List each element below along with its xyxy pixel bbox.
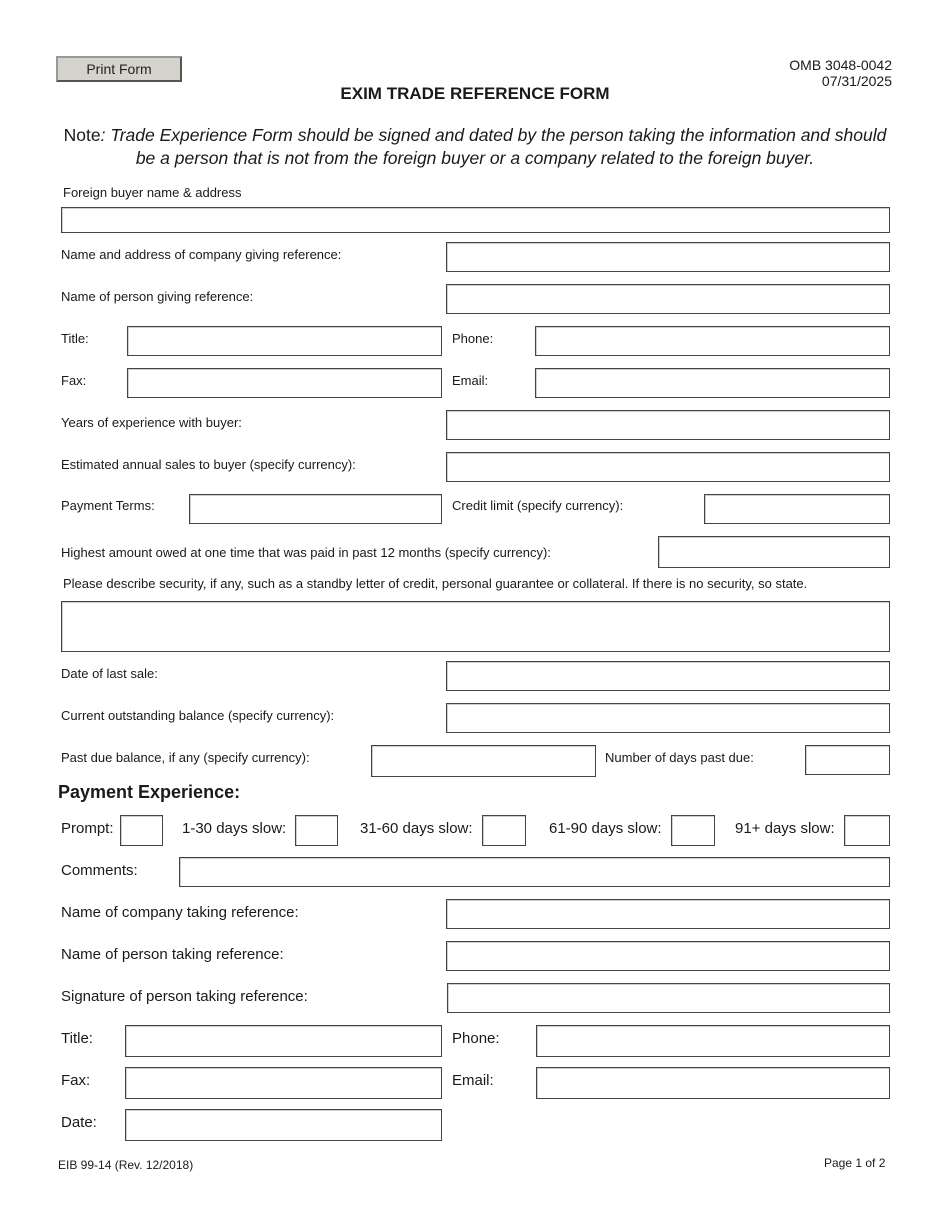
slow-61-90-label: 61-90 days slow: bbox=[549, 820, 662, 837]
past-due-balance-label: Past due balance, if any (specify currency): bbox=[61, 750, 310, 765]
taker-title-input[interactable] bbox=[125, 1025, 442, 1057]
slow-91-input[interactable] bbox=[844, 815, 890, 846]
note-prefix: Note bbox=[63, 125, 101, 145]
title-label: Title: bbox=[61, 331, 89, 346]
slow-1-30-label: 1-30 days slow: bbox=[182, 820, 287, 837]
annual-sales-input[interactable] bbox=[446, 452, 890, 482]
payment-experience-heading: Payment Experience: bbox=[58, 782, 241, 802]
taker-fax-label: Fax: bbox=[61, 1072, 91, 1089]
company-taking-reference-label: Name of company taking reference: bbox=[61, 904, 299, 921]
taker-phone-label: Phone: bbox=[452, 1030, 500, 1047]
years-experience-input[interactable] bbox=[446, 410, 890, 440]
date-input[interactable] bbox=[125, 1109, 442, 1141]
signature-label: Signature of person taking reference: bbox=[61, 988, 308, 1005]
phone-label: Phone: bbox=[452, 331, 494, 346]
security-input[interactable] bbox=[61, 601, 890, 652]
taker-fax-input[interactable] bbox=[125, 1067, 442, 1099]
taker-email-input[interactable] bbox=[536, 1067, 890, 1099]
email-input[interactable] bbox=[535, 368, 890, 398]
outstanding-balance-label: Current outstanding balance (specify currency): bbox=[61, 708, 335, 723]
omb-expiration-date: 07/31/2025 bbox=[821, 73, 892, 89]
fax-label: Fax: bbox=[61, 373, 87, 388]
comments-label: Comments: bbox=[61, 862, 138, 879]
past-due-balance-input[interactable] bbox=[371, 745, 596, 777]
comments-input[interactable] bbox=[179, 857, 890, 887]
person-taking-reference-input[interactable] bbox=[446, 941, 890, 971]
slow-91-label: 91+ days slow: bbox=[735, 820, 835, 837]
payment-terms-label: Payment Terms: bbox=[61, 498, 155, 513]
days-past-due-input[interactable] bbox=[805, 745, 890, 775]
signature-input[interactable] bbox=[447, 983, 890, 1013]
date-last-sale-label: Date of last sale: bbox=[61, 666, 158, 681]
person-taking-reference-label: Name of person taking reference: bbox=[61, 946, 284, 963]
foreign-buyer-input[interactable] bbox=[61, 207, 890, 233]
page-number: Page 1 of 2 bbox=[824, 1156, 886, 1170]
phone-input[interactable] bbox=[535, 326, 890, 356]
form-id: EIB 99-14 (Rev. 12/2018) bbox=[58, 1158, 194, 1172]
slow-31-60-input[interactable] bbox=[482, 815, 526, 846]
fax-input[interactable] bbox=[127, 368, 442, 398]
slow-31-60-label: 31-60 days slow: bbox=[360, 820, 473, 837]
credit-limit-label: Credit limit (specify currency): bbox=[452, 498, 624, 513]
taker-email-label: Email: bbox=[452, 1072, 494, 1089]
print-form-button[interactable]: Print Form bbox=[56, 56, 182, 82]
date-label: Date: bbox=[61, 1114, 97, 1131]
form-title: EXIM TRADE REFERENCE FORM bbox=[340, 84, 610, 103]
taker-title-label: Title: bbox=[61, 1030, 93, 1047]
company-taking-reference-input[interactable] bbox=[446, 899, 890, 929]
company-giving-reference-label: Name and address of company giving reference: bbox=[61, 247, 342, 262]
days-past-due-label: Number of days past due: bbox=[605, 750, 754, 765]
title-input[interactable] bbox=[127, 326, 442, 356]
note-text: : Trade Experience Form should be signed and dated by the person taking the information and should be a person that is not from the foreign buyer or a company related to the foreign buyer. bbox=[100, 125, 887, 168]
highest-amount-label: Highest amount owed at one time that was paid in past 12 months (specify currency): bbox=[61, 545, 551, 560]
omb-number: OMB 3048-0042 bbox=[789, 57, 892, 73]
person-giving-reference-input[interactable] bbox=[446, 284, 890, 314]
outstanding-balance-input[interactable] bbox=[446, 703, 890, 733]
form-note bbox=[60, 124, 890, 170]
security-label: Please describe security, if any, such as a standby letter of credit, personal guarantee or collateral. If there is no security, so state. bbox=[63, 576, 808, 591]
highest-amount-input[interactable] bbox=[658, 536, 890, 568]
prompt-label: Prompt: bbox=[61, 820, 114, 837]
date-last-sale-input[interactable] bbox=[446, 661, 890, 691]
company-giving-reference-input[interactable] bbox=[446, 242, 890, 272]
slow-1-30-input[interactable] bbox=[295, 815, 338, 846]
prompt-input[interactable] bbox=[120, 815, 163, 846]
annual-sales-label: Estimated annual sales to buyer (specify currency): bbox=[61, 457, 356, 472]
credit-limit-input[interactable] bbox=[704, 494, 890, 524]
payment-terms-input[interactable] bbox=[189, 494, 442, 524]
foreign-buyer-label: Foreign buyer name & address bbox=[63, 185, 242, 200]
years-experience-label: Years of experience with buyer: bbox=[61, 415, 242, 430]
person-giving-reference-label: Name of person giving reference: bbox=[61, 289, 254, 304]
email-label: Email: bbox=[452, 373, 489, 388]
taker-phone-input[interactable] bbox=[536, 1025, 890, 1057]
slow-61-90-input[interactable] bbox=[671, 815, 715, 846]
